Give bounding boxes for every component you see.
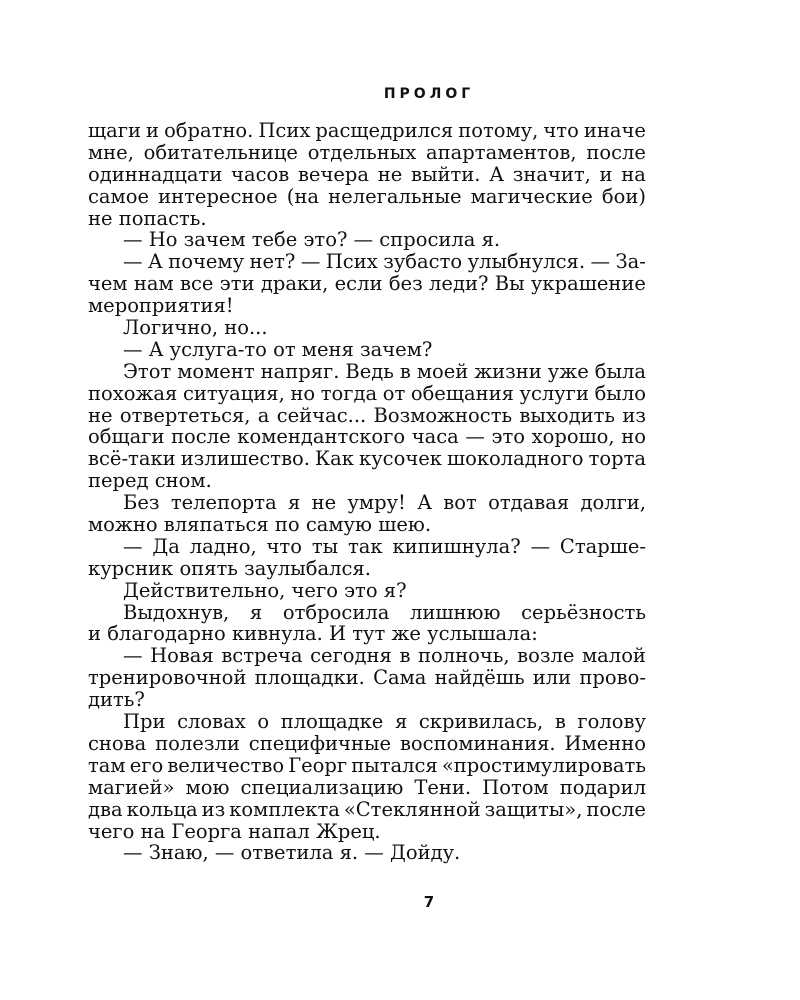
word: телепорта <box>170 491 277 515</box>
word: чем <box>88 272 128 296</box>
text-line: Действительно, чего это я? <box>123 578 407 602</box>
word: Сама <box>373 666 427 690</box>
word: скривилась, <box>418 710 544 734</box>
word: украшение <box>530 272 646 296</box>
text-line <box>88 799 646 821</box>
word: это <box>491 425 525 449</box>
word: встреча <box>221 644 303 668</box>
word: похожая <box>88 381 178 405</box>
word: но <box>290 381 316 405</box>
word: вот <box>443 491 477 515</box>
word: Потом <box>482 775 549 799</box>
text-line: и благодарно кивнула. И тут же услышала: <box>88 622 538 646</box>
word: в <box>399 644 411 668</box>
word: лишнюю <box>410 600 501 624</box>
word: пытался <box>351 753 438 777</box>
word: уже <box>547 359 589 383</box>
word: расщедрился <box>315 119 454 142</box>
text-line <box>88 711 646 733</box>
word: — <box>530 534 551 558</box>
word: обитательнице <box>143 140 298 164</box>
word: два <box>88 797 123 821</box>
word: комплекта <box>229 797 340 821</box>
word: воспоминания. <box>399 731 556 755</box>
text-line <box>88 667 646 689</box>
word: — <box>123 250 143 274</box>
word: Псих <box>258 119 311 142</box>
word: почему <box>168 250 245 274</box>
word: и <box>599 162 613 186</box>
text-line <box>88 361 646 383</box>
word: бои) <box>601 184 646 208</box>
word: зубасто <box>383 250 463 274</box>
word: площадки. <box>254 666 365 690</box>
word: что <box>543 119 579 142</box>
text-line: перед сном. <box>88 469 212 493</box>
text-line: мероприятия! <box>88 294 234 318</box>
word: кипишнула? <box>392 534 521 558</box>
text-line: Логично, но... <box>123 316 268 340</box>
text-line: дить? <box>88 688 145 712</box>
word: ты <box>311 534 339 558</box>
word: За- <box>615 250 646 274</box>
word: — <box>123 534 143 558</box>
text-line <box>88 405 646 427</box>
word: а <box>257 403 270 427</box>
word: леди? <box>429 272 489 296</box>
word: специализацию <box>240 775 404 799</box>
word: нет? <box>249 250 296 274</box>
word: долги, <box>580 491 646 515</box>
word: и <box>146 119 160 142</box>
word: все <box>180 272 214 296</box>
text-line: чего на Георга напал Жрец. <box>88 819 381 843</box>
word: отбросила <box>282 600 390 624</box>
word: апартаментов, <box>426 140 577 164</box>
word: Этот <box>123 359 172 383</box>
word: сейчас... <box>276 403 367 427</box>
word: жизни <box>474 359 542 383</box>
word: обещания <box>410 381 514 405</box>
word: но <box>621 425 646 449</box>
word: тогда <box>320 381 378 405</box>
text-line <box>88 492 646 514</box>
chapter-title: ПРОЛОГ <box>383 86 475 102</box>
word: магией» <box>88 775 175 799</box>
word: магические <box>470 184 593 208</box>
word: после <box>171 425 231 449</box>
word: что <box>266 534 302 558</box>
word: улыбнулся. <box>467 250 586 274</box>
text-line: — Но зачем тебе это? — спросила я. <box>123 228 501 252</box>
text-line: можно вляпаться по самую шею. <box>88 513 432 537</box>
word: нам <box>133 272 174 296</box>
text-line <box>88 536 646 558</box>
text-line <box>88 120 646 142</box>
word: я <box>394 710 408 734</box>
text-line <box>88 383 646 405</box>
word: после <box>586 797 646 821</box>
text-line <box>88 755 646 777</box>
word: Без <box>123 491 160 515</box>
word: или <box>532 666 572 690</box>
word: кусочек <box>359 447 442 471</box>
word: — <box>300 250 321 274</box>
word: о <box>257 710 270 734</box>
word: выходить <box>519 403 616 427</box>
word: А <box>147 250 163 274</box>
word: мне, <box>88 140 134 164</box>
word: было <box>594 381 646 405</box>
word: нелегальные <box>328 184 462 208</box>
text-line <box>88 645 646 667</box>
word: иначе <box>583 119 646 142</box>
word: Георг <box>288 753 348 777</box>
word: если <box>334 272 383 296</box>
word: сегодня <box>310 644 392 668</box>
word: А <box>489 162 504 186</box>
word: кольца <box>126 797 198 821</box>
word: его <box>129 753 164 777</box>
word: хорошо, <box>531 425 615 449</box>
word: потому, <box>458 119 539 142</box>
word: Именно <box>564 731 646 755</box>
word: словах <box>177 710 246 734</box>
word: напряг. <box>260 359 340 383</box>
word: При <box>123 710 166 734</box>
word: Тени. <box>414 775 472 799</box>
word: умру! <box>347 491 406 515</box>
word: часов <box>231 162 290 186</box>
word: выйти. <box>410 162 481 186</box>
word: мою <box>185 775 230 799</box>
word: всё-таки <box>88 447 176 471</box>
word: полночь, <box>418 644 510 668</box>
word: Вы <box>494 272 525 296</box>
text-line <box>88 426 646 448</box>
word: не <box>377 162 403 186</box>
word: из <box>201 797 226 821</box>
word: в <box>399 359 411 383</box>
word: найдёшь <box>434 666 525 690</box>
word: Да <box>152 534 180 558</box>
word: возле <box>517 644 575 668</box>
text-line <box>88 733 646 755</box>
word: отвертеться, <box>119 403 251 427</box>
word: из <box>622 403 646 427</box>
text-line <box>88 186 646 208</box>
word: без <box>388 272 423 296</box>
word: часа <box>411 425 459 449</box>
word: прово- <box>579 666 646 690</box>
word: общаги <box>88 425 165 449</box>
word: Возможность <box>373 403 513 427</box>
word: серьёзность <box>521 600 646 624</box>
text-line <box>88 602 646 624</box>
word: голову <box>577 710 646 734</box>
word: — <box>465 425 485 449</box>
page-number: 7 <box>423 893 435 911</box>
word: самое <box>88 184 149 208</box>
text-line: — А услуга-то от меня зачем? <box>123 337 433 361</box>
text-line <box>88 251 646 273</box>
word: интересное <box>158 184 278 208</box>
word: защиты», <box>484 797 583 821</box>
word: момент <box>177 359 255 383</box>
word: Как <box>315 447 354 471</box>
word: ладно, <box>189 534 257 558</box>
word: эти <box>219 272 255 296</box>
word: не <box>88 403 113 427</box>
word: Выдохнув, <box>123 600 230 624</box>
word: отдавая <box>488 491 570 515</box>
word: не <box>311 491 337 515</box>
word: комендантского <box>237 425 406 449</box>
word: малой <box>582 644 646 668</box>
text-line <box>88 273 646 295</box>
word: там <box>88 753 126 777</box>
word: полезли <box>155 731 240 755</box>
word: (на <box>286 184 320 208</box>
word: после <box>586 140 646 164</box>
text-line: — Знаю, — ответила я. — Дойду. <box>123 841 461 865</box>
text-line: не попасть. <box>88 206 207 230</box>
word: услуги <box>519 381 589 405</box>
word: подарил <box>559 775 646 799</box>
word: ситуация, <box>182 381 285 405</box>
word: Старше- <box>559 534 646 558</box>
word: торта <box>588 447 646 471</box>
word: излишество. <box>180 447 310 471</box>
word: Псих <box>325 250 378 274</box>
text-line: курсник опять заулыбался. <box>88 556 371 580</box>
text-line <box>88 164 646 186</box>
word: от <box>382 381 406 405</box>
body-text <box>88 120 646 864</box>
word: величество <box>167 753 285 777</box>
word: была <box>594 359 646 383</box>
word: площадке <box>280 710 384 734</box>
word: в <box>554 710 566 734</box>
word: — <box>123 644 143 668</box>
word: обратно. <box>164 119 254 142</box>
word: «Стеклянной <box>343 797 481 821</box>
word: отдельных <box>307 140 417 164</box>
word: одиннадцати <box>88 162 223 186</box>
word: — <box>590 250 611 274</box>
word: тренировочной <box>88 666 247 690</box>
text-line <box>88 777 646 799</box>
word: Новая <box>150 644 214 668</box>
word: снова <box>88 731 147 755</box>
word: на <box>621 162 646 186</box>
word: «простимулировать <box>441 753 646 777</box>
word: вечера <box>297 162 369 186</box>
word: А <box>417 491 432 515</box>
word: щаги <box>88 119 141 142</box>
text-line <box>88 142 646 164</box>
text-line <box>88 448 646 470</box>
word: Ведь <box>345 359 394 383</box>
word: шоколадного <box>447 447 584 471</box>
word: моей <box>416 359 469 383</box>
word: я <box>249 600 263 624</box>
word: специфичные <box>248 731 392 755</box>
word: драки, <box>260 272 329 296</box>
word: значит, <box>512 162 591 186</box>
word: так <box>347 534 383 558</box>
word: я <box>288 491 301 515</box>
